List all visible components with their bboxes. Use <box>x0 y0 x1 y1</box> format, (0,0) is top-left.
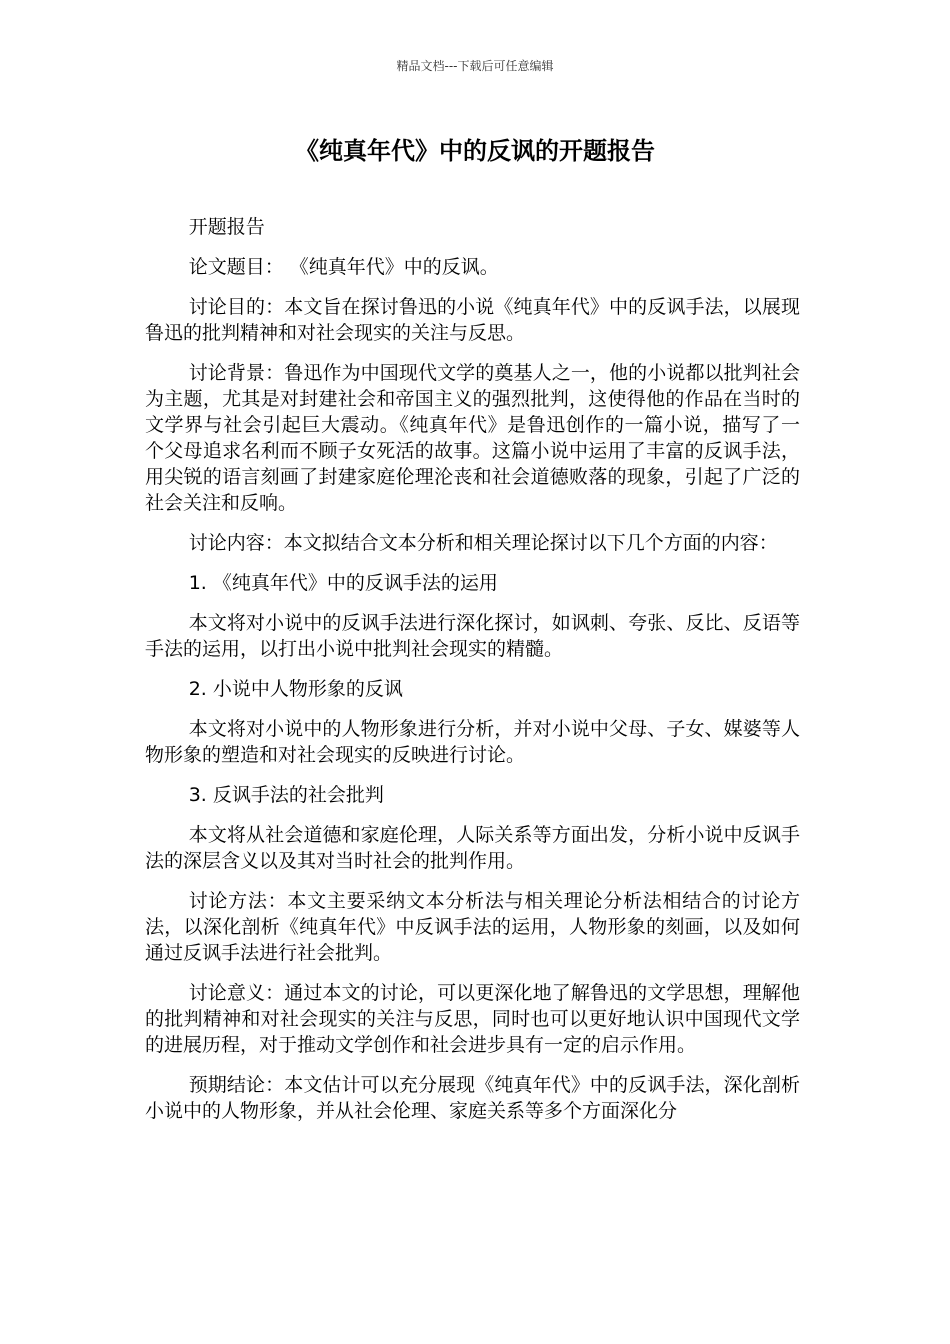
paragraph-item-1-heading: 1. 《纯真年代》中的反讽手法的运用 <box>188 572 498 594</box>
paragraph-content: 讨论内容：本文拟结合文本分析和相关理论探讨以下几个方面的内容： <box>188 532 778 554</box>
paragraph-background: 讨论背景：鲁迅作为中国现代文学的奠基人之一，他的小说都以批判社会为主题，尤其是对封建社会和帝国主义的强烈批判，这使得他的作品在当时的文学界与社会引起巨大震动。《纯真年代》是鲁迅创作的一篇小说，描写了一个父母追求名利而不顾子女死活的故事。这篇小说中运用了丰富的反讽手法，用尖锐的语言刻画了封建家庭伦理沦丧和社会道德败落的现象，引起了广泛的社会关注和反响。 <box>145 362 800 514</box>
paragraph-expected-conclusion: 预期结论：本文估计可以充分展现《纯真年代》中的反讽手法，深化剖析小说中的人物形象，并从社会伦理、家庭关系等多个方面深化分 <box>145 1074 800 1122</box>
header-note: 精品文档---下载后可任意编辑 <box>396 59 554 73</box>
paragraph-item-3-heading: 3. 反讽手法的社会批判 <box>188 784 384 806</box>
document-title: 《纯真年代》中的反讽的开题报告 <box>295 137 655 165</box>
paragraph-significance: 讨论意义：通过本文的讨论，可以更深化地了解鲁迅的文学思想，理解他的批判精神和对社会现实的关注与反思，同时也可以更好地认识中国现代文学的进展历程，对于推动文学创作和社会进步具有一定的启示作用。 <box>145 982 800 1056</box>
paragraph-purpose: 讨论目的：本文旨在探讨鲁迅的小说《纯真年代》中的反讽手法，以展现鲁迅的批判精神和对社会现实的关注与反思。 <box>145 296 800 344</box>
paragraph-item-1-body: 本文将对小说中的反讽手法进行深化探讨，如讽刺、夸张、反比、反语等手法的运用，以打出小说中批判社会现实的精髓。 <box>145 612 800 660</box>
paragraph-item-3-body: 本文将从社会道德和家庭伦理，人际关系等方面出发，分析小说中反讽手法的深层含义以及其对当时社会的批判作用。 <box>145 824 800 872</box>
paragraph-item-2-body: 本文将对小说中的人物形象进行分析，并对小说中父母、子女、媒婆等人物形象的塑造和对社会现实的反映进行讨论。 <box>145 718 800 766</box>
paragraph-heading-label: 开题报告 <box>188 216 265 238</box>
paragraph-method: 讨论方法：本文主要采纳文本分析法与相关理论分析法相结合的讨论方法，以深化剖析《纯真年代》中反讽手法的运用，人物形象的刻画，以及如何通过反讽手法进行社会批判。 <box>145 890 800 964</box>
document-body <box>145 214 800 1138</box>
paragraph-item-2-heading: 2. 小说中人物形象的反讽 <box>188 678 403 700</box>
paragraph-thesis-title: 论文题目： 《纯真年代》中的反讽。 <box>188 256 499 278</box>
